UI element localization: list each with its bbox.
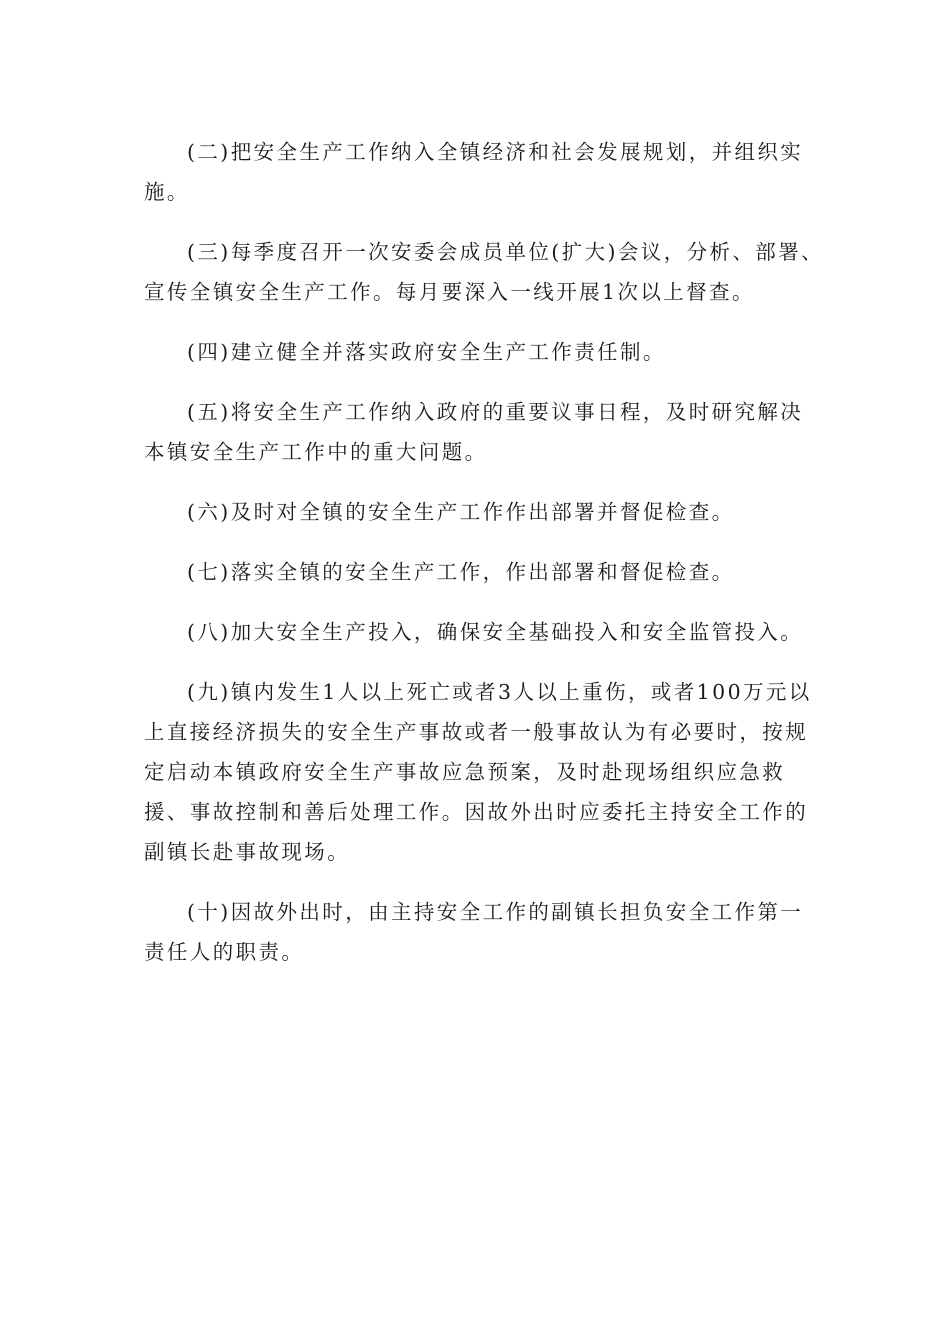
paragraph-line: 定启动本镇政府安全生产事故应急预案，及时赴现场组织应急救援、 — [144, 760, 786, 824]
paragraph-line: (四)建立健全并落实政府安全生产工作责任制。 — [187, 340, 666, 364]
paragraph-3 — [144, 232, 824, 312]
paragraph-line: (六)及时对全镇的安全生产工作作出部署并督促检查。 — [187, 500, 735, 524]
paragraph-line: (九)镇内发生1人以上死亡或者3人以上重伤，或者100万元以 — [187, 680, 812, 704]
paragraph-line: (十)因故外出时，由主持安全工作的副镇长担负安全工作第一 — [187, 900, 804, 924]
document-body — [144, 132, 824, 992]
paragraph-line: (七)落实全镇的安全生产工作，作出部署和督促检查。 — [187, 560, 735, 584]
paragraph-line: 宣传全镇安全生产工作。每月要深入一线开展1次以上督查。 — [144, 280, 755, 304]
paragraph-2 — [144, 132, 824, 212]
paragraph-5 — [144, 392, 824, 472]
paragraph-line: 事故控制和善后处理工作。因故外出时应委托主持安全工作的副镇 — [144, 800, 809, 864]
paragraph-10 — [144, 892, 824, 972]
paragraph-line: (八)加大安全生产投入，确保安全基础投入和安全监管投入。 — [187, 620, 804, 644]
paragraph-line: 上直接经济损失的安全生产事故或者一般事故认为有必要时，按规 — [144, 720, 809, 744]
paragraph-line: 本镇安全生产工作中的重大问题。 — [144, 440, 488, 464]
paragraph-8 — [144, 612, 824, 652]
paragraph-line: 长赴事故现场。 — [189, 840, 351, 864]
paragraph-4 — [144, 332, 824, 372]
paragraph-7 — [144, 552, 824, 592]
paragraph-6 — [144, 492, 824, 532]
paragraph-line: 施。 — [144, 180, 190, 204]
paragraph-line: (二)把安全生产工作纳入全镇经济和社会发展规划，并组织实 — [187, 140, 804, 164]
paragraph-line: 责任人的职责。 — [144, 940, 305, 964]
paragraph-line: (三)每季度召开一次安委会成员单位(扩大)会议，分析、部署、 — [187, 240, 824, 264]
paragraph-line: (五)将安全生产工作纳入政府的重要议事日程，及时研究解决 — [187, 400, 804, 424]
paragraph-9 — [144, 672, 824, 872]
